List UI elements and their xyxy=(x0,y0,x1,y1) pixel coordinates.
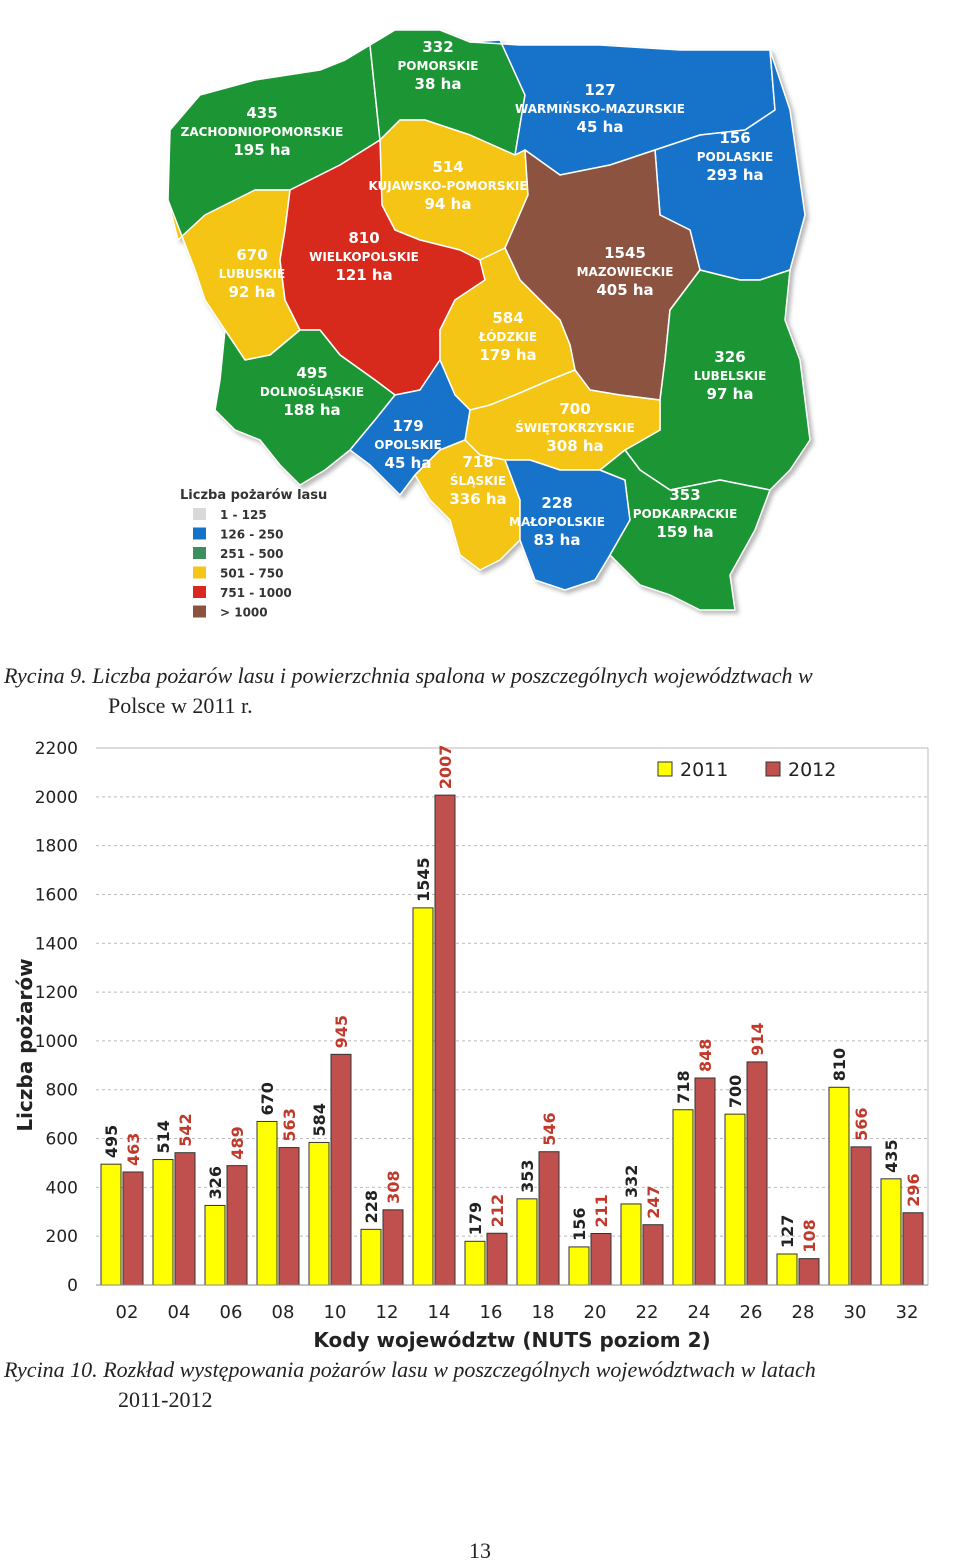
region-name: DOLNOŚLĄSKIE xyxy=(259,385,365,399)
chart-gridlines xyxy=(96,748,928,1285)
x-tick-label: 18 xyxy=(531,1302,555,1323)
bar-2012-14 xyxy=(435,795,455,1285)
bar-value-label: 211 xyxy=(592,1194,611,1228)
region-fires-count: 700 xyxy=(559,400,591,418)
region-burned-area: 188 ha xyxy=(283,401,341,419)
x-tick-label: 08 xyxy=(271,1302,295,1323)
chart-legend-label-2012: 2012 xyxy=(788,759,837,781)
bar-value-label: 718 xyxy=(674,1070,693,1104)
region-name: ZACHODNIOPOMORSKIE xyxy=(180,125,344,139)
y-tick-label: 200 xyxy=(45,1227,78,1248)
bar-2012-10 xyxy=(331,1054,351,1285)
region-name: PODKARPACKIE xyxy=(632,507,738,521)
bar-2012-22 xyxy=(643,1225,663,1285)
bar-2012-24 xyxy=(695,1078,715,1285)
bar-value-label: 914 xyxy=(748,1022,767,1056)
region-burned-area: 92 ha xyxy=(228,283,276,301)
map-legend-swatch xyxy=(193,528,206,540)
region-fires-count: 353 xyxy=(669,486,701,504)
bar-value-label: 848 xyxy=(696,1038,715,1073)
figure-9-caption-line2 xyxy=(108,692,253,720)
map-legend-swatch xyxy=(193,547,206,559)
region-burned-area: 336 ha xyxy=(449,490,507,508)
fires-bar-chart xyxy=(0,720,960,1360)
x-tick-label: 06 xyxy=(219,1302,243,1323)
y-tick-label: 1800 xyxy=(34,836,78,857)
bar-2012-02 xyxy=(123,1172,143,1285)
region-fires-count: 584 xyxy=(492,309,524,327)
x-tick-label: 28 xyxy=(791,1302,815,1323)
region-burned-area: 38 ha xyxy=(414,75,462,93)
figure-9-caption xyxy=(4,662,813,690)
bar-value-label: 332 xyxy=(622,1164,641,1198)
region-name: POMORSKIE xyxy=(397,59,479,73)
figure-10-label: Rycina 10. xyxy=(4,1357,98,1382)
bar-value-label: 228 xyxy=(362,1189,381,1224)
x-axis-title: Kody województw (NUTS poziom 2) xyxy=(313,1328,711,1352)
bar-2011-32 xyxy=(881,1179,901,1285)
region-fires-count: 1545 xyxy=(604,244,646,262)
region-burned-area: 97 ha xyxy=(706,385,754,403)
x-tick-label: 12 xyxy=(375,1302,399,1323)
region-name: MAŁOPOLSKIE xyxy=(509,515,605,529)
region-fires-count: 670 xyxy=(236,246,268,264)
map-legend-label: 251 - 500 xyxy=(220,547,284,561)
bar-value-label: 542 xyxy=(176,1113,195,1147)
y-axis-title: Liczba pożarów xyxy=(13,958,37,1132)
page-number: 13 xyxy=(469,1538,491,1563)
region-name: WARMIŃSKO-MAZURSKIE xyxy=(515,102,685,116)
figure-9-text-line2: Polsce w 2011 r. xyxy=(108,693,253,718)
region-name: LUBUSKIE xyxy=(218,267,286,281)
bar-value-label: 435 xyxy=(882,1139,901,1173)
y-tick-label: 2200 xyxy=(34,739,78,759)
map-legend-label: 1 - 125 xyxy=(220,508,267,522)
y-tick-label: 1000 xyxy=(34,1031,78,1052)
bar-2012-32 xyxy=(903,1213,923,1285)
region-name: OPOLSKIE xyxy=(374,438,442,452)
poland-fire-map xyxy=(0,0,960,640)
figure-10-caption-line2 xyxy=(118,1386,213,1414)
bar-value-label: 326 xyxy=(206,1166,225,1200)
region-fires-count: 495 xyxy=(296,364,328,382)
region-burned-area: 195 ha xyxy=(233,141,291,159)
region-fires-count: 127 xyxy=(584,81,616,99)
bar-value-label: 945 xyxy=(332,1014,351,1049)
map-legend-title: Liczba pożarów lasu xyxy=(180,488,328,503)
bar-value-label: 156 xyxy=(570,1207,589,1241)
x-tick-label: 26 xyxy=(739,1302,763,1323)
bar-2012-20 xyxy=(591,1233,611,1285)
bar-2012-28 xyxy=(799,1259,819,1285)
map-legend-label: 126 - 250 xyxy=(220,527,284,542)
region-burned-area: 293 ha xyxy=(706,166,764,184)
bar-value-label: 308 xyxy=(384,1170,403,1204)
bar-value-label: 108 xyxy=(800,1219,819,1253)
bar-2011-18 xyxy=(517,1199,537,1285)
chart-bars xyxy=(101,795,923,1285)
y-tick-label: 0 xyxy=(67,1276,78,1296)
bar-2011-26 xyxy=(725,1114,745,1285)
region-burned-area: 94 ha xyxy=(424,195,472,213)
bar-2012-26 xyxy=(747,1062,767,1285)
bar-2012-08 xyxy=(279,1148,299,1285)
region-burned-area: 405 ha xyxy=(596,281,654,299)
region-fires-count: 514 xyxy=(432,158,464,176)
bar-value-label: 489 xyxy=(228,1126,247,1160)
map-legend-label: > 1000 xyxy=(220,605,268,620)
bar-2011-24 xyxy=(673,1110,693,1285)
x-tick-label: 14 xyxy=(427,1302,451,1323)
x-tick-label: 04 xyxy=(167,1302,191,1323)
region-name: ŚLĄSKIE xyxy=(449,474,507,488)
x-tick-label: 16 xyxy=(479,1302,503,1323)
x-tick-label: 20 xyxy=(583,1302,607,1323)
region-name: WIELKOPOLSKIE xyxy=(309,250,419,264)
map-legend-swatch xyxy=(193,586,206,598)
bar-value-label: 495 xyxy=(102,1124,121,1159)
region-burned-area: 45 ha xyxy=(576,118,624,136)
region-burned-area: 308 ha xyxy=(546,437,604,455)
bar-value-label: 670 xyxy=(258,1082,277,1116)
region-name: PODLASKIE xyxy=(696,150,774,164)
y-axis-ticks xyxy=(35,739,78,1296)
region-burned-area: 45 ha xyxy=(384,454,432,472)
bar-value-label: 179 xyxy=(466,1201,485,1236)
region-name: MAZOWIECKIE xyxy=(576,265,674,279)
region-name: ŁÓDZKIE xyxy=(478,330,538,344)
region-name: ŚWIĘTOKRZYSKIE xyxy=(515,421,635,435)
x-tick-label: 02 xyxy=(115,1302,139,1323)
figure-10-text-line2: 2011-2012 xyxy=(118,1387,213,1412)
figure-9-text-line1: Liczba pożarów lasu i powierzchnia spalona w poszczególnych województwach w xyxy=(92,663,813,688)
bar-value-label: 700 xyxy=(726,1074,745,1109)
bar-value-label: 212 xyxy=(488,1193,507,1228)
bar-value-label: 563 xyxy=(280,1108,299,1142)
bar-2012-30 xyxy=(851,1147,871,1285)
bar-2012-12 xyxy=(383,1210,403,1285)
bar-2011-04 xyxy=(153,1160,173,1285)
region-burned-area: 121 ha xyxy=(335,266,393,284)
bar-value-label: 463 xyxy=(124,1132,143,1166)
region-fires-count: 435 xyxy=(246,104,278,122)
bar-2011-30 xyxy=(829,1087,849,1285)
y-tick-label: 400 xyxy=(45,1178,78,1199)
region-name: KUJAWSKO-POMORSKIE xyxy=(368,179,528,193)
figure-10-caption xyxy=(4,1356,816,1384)
x-tick-label: 30 xyxy=(843,1302,867,1323)
bar-2011-08 xyxy=(257,1121,277,1285)
bar-2011-02 xyxy=(101,1164,121,1285)
bar-2011-20 xyxy=(569,1247,589,1285)
bar-2011-28 xyxy=(777,1254,797,1285)
figure-9-label: Rycina 9. xyxy=(4,663,87,688)
y-tick-label: 1600 xyxy=(34,885,78,906)
region-fires-count: 718 xyxy=(462,453,494,471)
region-fires-count: 228 xyxy=(541,494,573,512)
bar-2011-10 xyxy=(309,1142,329,1285)
bar-2011-16 xyxy=(465,1241,485,1285)
y-tick-label: 2000 xyxy=(34,787,78,808)
y-tick-label: 600 xyxy=(45,1129,78,1150)
y-tick-label: 1400 xyxy=(34,934,78,955)
y-tick-label: 1200 xyxy=(34,983,78,1004)
figure-10-text-line1: Rozkład występowania pożarów lasu w poszczególnych województwach w latach xyxy=(103,1357,816,1382)
bar-value-label: 810 xyxy=(830,1047,849,1082)
bar-value-label: 514 xyxy=(154,1120,173,1154)
chart-legend-swatch-2011 xyxy=(658,762,672,776)
chart-legend-label-2011: 2011 xyxy=(680,759,729,781)
x-tick-label: 32 xyxy=(895,1302,919,1323)
map-legend-label: 751 - 1000 xyxy=(220,586,292,600)
bar-value-label: 584 xyxy=(310,1103,329,1137)
bar-value-label: 353 xyxy=(518,1159,537,1193)
map-legend-swatch xyxy=(193,606,206,618)
x-axis-ticks xyxy=(116,1302,919,1323)
bar-value-label: 2007 xyxy=(436,744,455,790)
region-fires-count: 179 xyxy=(392,417,424,435)
map-legend-label: 501 - 750 xyxy=(220,566,284,581)
bar-value-label: 1545 xyxy=(414,857,433,902)
region-fires-count: 156 xyxy=(719,129,751,147)
bar-2012-06 xyxy=(227,1166,247,1285)
y-tick-label: 800 xyxy=(45,1080,78,1101)
bar-2011-12 xyxy=(361,1229,381,1285)
map-legend-swatch xyxy=(193,567,206,579)
bar-value-label: 127 xyxy=(778,1214,797,1249)
region-fires-count: 332 xyxy=(422,38,454,56)
bar-2011-14 xyxy=(413,908,433,1285)
bar-2011-22 xyxy=(621,1204,641,1285)
bar-value-label: 296 xyxy=(904,1173,923,1207)
x-tick-label: 10 xyxy=(323,1302,347,1323)
chart-legend xyxy=(658,759,836,781)
chart-legend-swatch-2012 xyxy=(766,762,780,776)
region-name: LUBELSKIE xyxy=(693,369,767,383)
region-fires-count: 810 xyxy=(348,229,380,247)
x-tick-label: 24 xyxy=(687,1302,711,1323)
bar-2012-16 xyxy=(487,1233,507,1285)
bar-value-label: 247 xyxy=(644,1185,663,1219)
bar-2012-18 xyxy=(539,1152,559,1285)
region-fires-count: 326 xyxy=(714,348,746,366)
region-burned-area: 179 ha xyxy=(479,346,537,364)
bar-2011-06 xyxy=(205,1205,225,1285)
bar-2012-04 xyxy=(175,1153,195,1285)
region-burned-area: 83 ha xyxy=(533,531,581,549)
map-legend-swatch xyxy=(193,508,206,520)
bar-value-label: 566 xyxy=(852,1107,871,1141)
region-burned-area: 159 ha xyxy=(656,523,714,541)
bar-value-label: 546 xyxy=(540,1112,559,1146)
map-legend xyxy=(180,488,327,620)
x-tick-label: 22 xyxy=(635,1302,659,1323)
chart-bar-labels xyxy=(102,745,923,1253)
